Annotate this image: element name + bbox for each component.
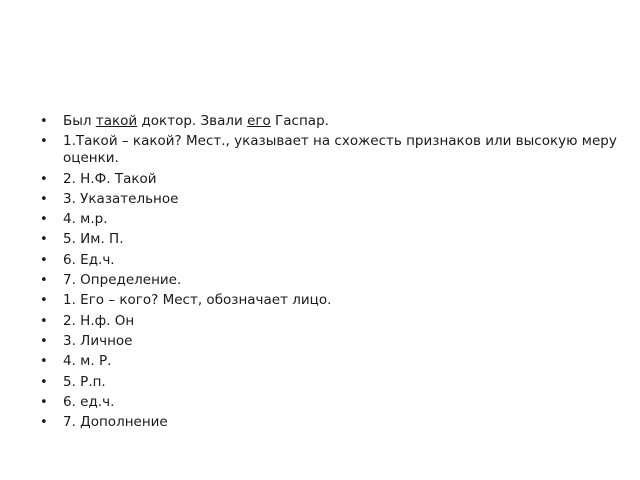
list-item — [38, 211, 618, 228]
bullet-icon: • — [40, 232, 48, 248]
sentence-text-part: доктор. Звали — [137, 113, 248, 129]
list-item-text: 1. Его – кого? Мест, обозначает лицо. — [63, 292, 332, 309]
list-item-text: 5. Им. П. — [63, 231, 124, 248]
list-item-text: 7. Определение. — [63, 272, 182, 289]
bullet-icon: • — [40, 333, 48, 349]
underlined-word-takoy: такой — [95, 113, 138, 129]
list-item — [38, 333, 618, 350]
list-item — [38, 171, 618, 188]
bullet-icon: • — [40, 134, 48, 150]
bullet-icon: • — [40, 313, 48, 329]
list-item-sentence — [38, 113, 618, 130]
bullet-icon: • — [40, 191, 48, 207]
bullet-icon: • — [40, 212, 48, 228]
bullet-list — [38, 113, 618, 434]
bullet-icon: • — [40, 293, 48, 309]
list-item — [38, 394, 618, 411]
list-item — [38, 292, 618, 309]
list-item — [38, 191, 618, 208]
list-item-text: 1.Такой – какой? Мест., указывает на схожесть признаков или высокую меру оценки. — [63, 133, 617, 167]
list-item-text: 2. Н.Ф. Такой — [63, 170, 157, 187]
bullet-icon: • — [40, 415, 48, 431]
list-item — [38, 313, 618, 330]
list-item — [38, 414, 618, 431]
bullet-icon: • — [40, 354, 48, 370]
list-item-text: 7. Дополнение — [63, 414, 168, 431]
list-item-text: 4. м. Р. — [63, 353, 112, 370]
list-item-text: 3. Указательное — [63, 190, 179, 207]
bullet-icon: • — [40, 171, 48, 187]
list-item-text: 4. м.р. — [63, 211, 108, 228]
list-item-text: 3. Личное — [63, 332, 133, 349]
bullet-icon: • — [40, 252, 48, 268]
bullet-icon: • — [40, 273, 48, 289]
bullet-icon: • — [40, 394, 48, 410]
sentence-text-part: Гаспар. — [270, 113, 329, 129]
list-item — [38, 133, 618, 167]
list-item — [38, 272, 618, 289]
list-item-text: 6. ед.ч. — [63, 393, 115, 410]
list-item-text: 2. Н.ф. Он — [63, 312, 135, 329]
bullet-icon: • — [40, 374, 48, 390]
bullet-icon: • — [40, 114, 48, 129]
list-item — [38, 231, 618, 248]
list-item — [38, 374, 618, 391]
list-item — [38, 353, 618, 370]
list-item-text: 6. Ед.ч. — [63, 251, 115, 268]
list-item — [38, 252, 618, 269]
underlined-word-ego: его — [247, 113, 271, 129]
list-item-text: 5. Р.п. — [63, 373, 106, 390]
sentence-text-part: Был — [63, 113, 96, 129]
